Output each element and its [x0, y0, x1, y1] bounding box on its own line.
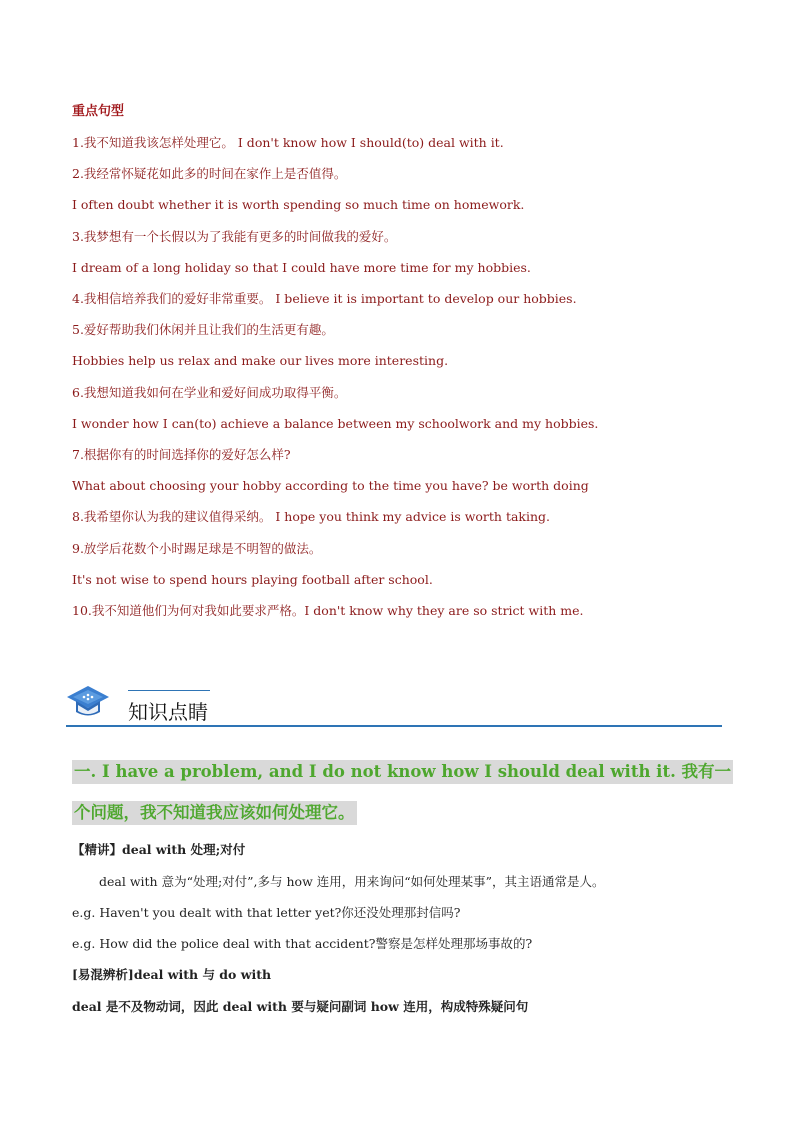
sentence-line-9: 6.我想知道我如何在学业和爱好间成功取得平衡。	[72, 385, 347, 400]
sentence-line-2: 2.我经常怀疑花如此多的时间在家作上是否值得。	[72, 166, 347, 181]
sentence-line-1: 1.我不知道我该怎样处理它。 I don't know how I should(to) deal with it.	[72, 135, 504, 150]
graduation-cap-icon	[66, 684, 110, 720]
sentence-line-7: 5.爱好帮助我们休闲并且让我们的生活更有趣。	[72, 322, 334, 337]
section-banner	[66, 684, 722, 728]
sentence-line-10: I wonder how I can(to) achieve a balance between my schoolwork and my hobbies.	[72, 416, 599, 431]
banner-divider	[66, 725, 722, 727]
sentence-line-12: What about choosing your hobby according to the time you have? be worth doing	[72, 478, 589, 493]
sentence-line-11: 7.根据你有的时间选择你的爱好怎么样?	[72, 447, 291, 462]
sentence-line-14: 9.放学后花数个小时踢足球是不明智的做法。	[72, 541, 322, 556]
banner-top-rule	[128, 690, 210, 691]
sentence-line-6: 4.我相信培养我们的爱好非常重要。 I believe it is important to develop our hobbies.	[72, 291, 577, 306]
sentence-line-15: It's not wise to spend hours playing football after school.	[72, 572, 433, 587]
sentence-line-16: 10.我不知道他们为何对我如此要求严格。I don't know why they are so strict with me.	[72, 603, 584, 618]
sentence-line-8: Hobbies help us relax and make our lives more interesting.	[72, 353, 449, 368]
point-one-heading-line-2: 个问题，我不知道我应该如何处理它。	[72, 801, 357, 825]
confusion-explanation: deal 是不及物动词，因此 deal with 要与疑问副词 how 连用，构成特殊疑问句	[72, 999, 529, 1014]
section-heading-key-sentences: 重点句型	[72, 104, 125, 119]
example-line-2: e.g. How did the police deal with that accident?警察是怎样处理那场事故的?	[72, 936, 533, 951]
sentence-line-13: 8.我希望你认为我的建议值得采纳。 I hope you think my advice is worth taking.	[72, 509, 551, 524]
banner-title: 知识点睛	[128, 700, 208, 724]
sentence-line-3: I often doubt whether it is worth spending so much time on homework.	[72, 197, 525, 212]
point-one-heading-line-1: 一. I have a problem, and I do not know how I should deal with it. 我有一	[72, 760, 733, 784]
definition-line: deal with 意为“处理;对付”,多与 how 连用，用来询问“如何处理某事”，其主语通常是人。	[99, 874, 605, 889]
sentence-line-5: I dream of a long holiday so that I could have more time for my hobbies.	[72, 260, 531, 275]
sentence-line-4: 3.我梦想有一个长假以为了我能有更多的时间做我的爱好。	[72, 229, 397, 244]
confusion-label: [易混辨析]deal with 与 do with	[72, 967, 272, 982]
jingjiang-label: 【精讲】deal with 处理;对付	[72, 842, 246, 857]
example-line-1: e.g. Haven't you dealt with that letter yet?你还没处理那封信吗?	[72, 905, 461, 920]
